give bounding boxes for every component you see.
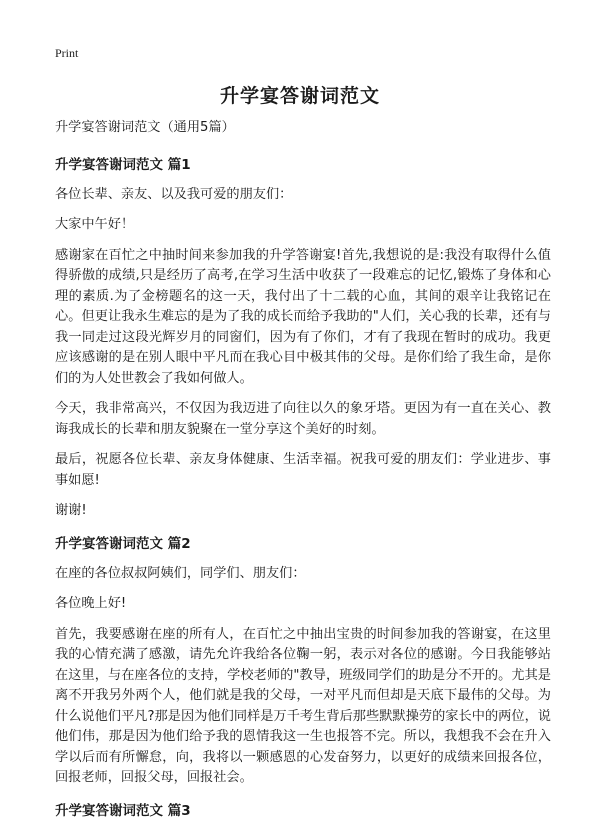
section-heading-2: 升学宴答谢词范文 篇2	[55, 535, 191, 552]
paragraph: 感谢家在百忙之中抽时间来参加我的升学答谢宴!首先,我想说的是:我没有取得什么值得骄傲的成绩,只是经历了高考,在学习生活中收获了一段难忘的记忆,锻炼了身体和心理的素质.为了金榜题名的这一天，我付出了十二载的心血，其间的艰辛让我铭记在心。但更让我永生难忘的是为了我的成长而给予我助的"人们，关心我的长辈，还有与我一同走过这段光辉岁月的同窗们，因为有了你们，才有了我现在暂时的成功。我更应该感谢的是在别人眼中平凡而在我心目中极其伟的父母。是你们给了我生命，是你们的为人处世教会了我如何做人。	[55, 247, 551, 386]
section-heading-3: 升学宴答谢词范文 篇3	[55, 802, 191, 819]
print-link[interactable]: Print	[55, 46, 79, 60]
section-heading-1: 升学宴答谢词范文 篇1	[55, 156, 191, 173]
document-body	[55, 118, 551, 828]
document-subtitle: 升学宴答谢词范文（通用5篇）	[55, 120, 235, 135]
paragraph: 大家中午好！	[55, 217, 135, 232]
paragraph: 最后，祝愿各位长辈、亲友身体健康、生活幸福。祝我可爱的朋友们：学业进步、事事如愿!	[55, 452, 551, 488]
paragraph: 在座的各位叔叔阿姨们，同学们、朋友们：	[55, 565, 306, 581]
page-title: 升学宴答谢词范文	[219, 85, 380, 107]
paragraph: 谢谢!	[55, 503, 87, 518]
paragraph: 各位晚上好!	[55, 596, 127, 611]
paragraph: 首先，我要感谢在座的所有人，在百忙之中抽出宝贵的时间参加我的答谢宴，在这里我的心情充满了感激，请先允许我给各位鞠一躬，表示对各位的感谢。今日我能够站在这里，与在座各位的支持，学校老师的"教导，班级同学们的助是分不开的。尤其是离不开我另外两个人，他们就是我的父母，一对平凡而但却是天底下最伟的父母。为什么说他们平凡?那是因为他们同样是万千考生背后那些默默操劳的家长中的两位，说他们伟，那是因为他们给予我的恩情我这一生也报答不完。所以，我想我不会在升入学以后而有所懈怠，向，我将以一颗感恩的心发奋努力，以更好的成绩来回报各位，回报老师，回报父母，回报社会。	[55, 626, 551, 785]
paragraph: 各位长辈、亲友、以及我可爱的朋友们：	[55, 186, 293, 202]
paragraph: 今天，我非常高兴，不仅因为我迈进了向往以久的象牙塔。更因为有一直在关心、教诲我成长的长辈和朋友貌聚在一堂分享这个美好的时刻。	[55, 401, 551, 437]
